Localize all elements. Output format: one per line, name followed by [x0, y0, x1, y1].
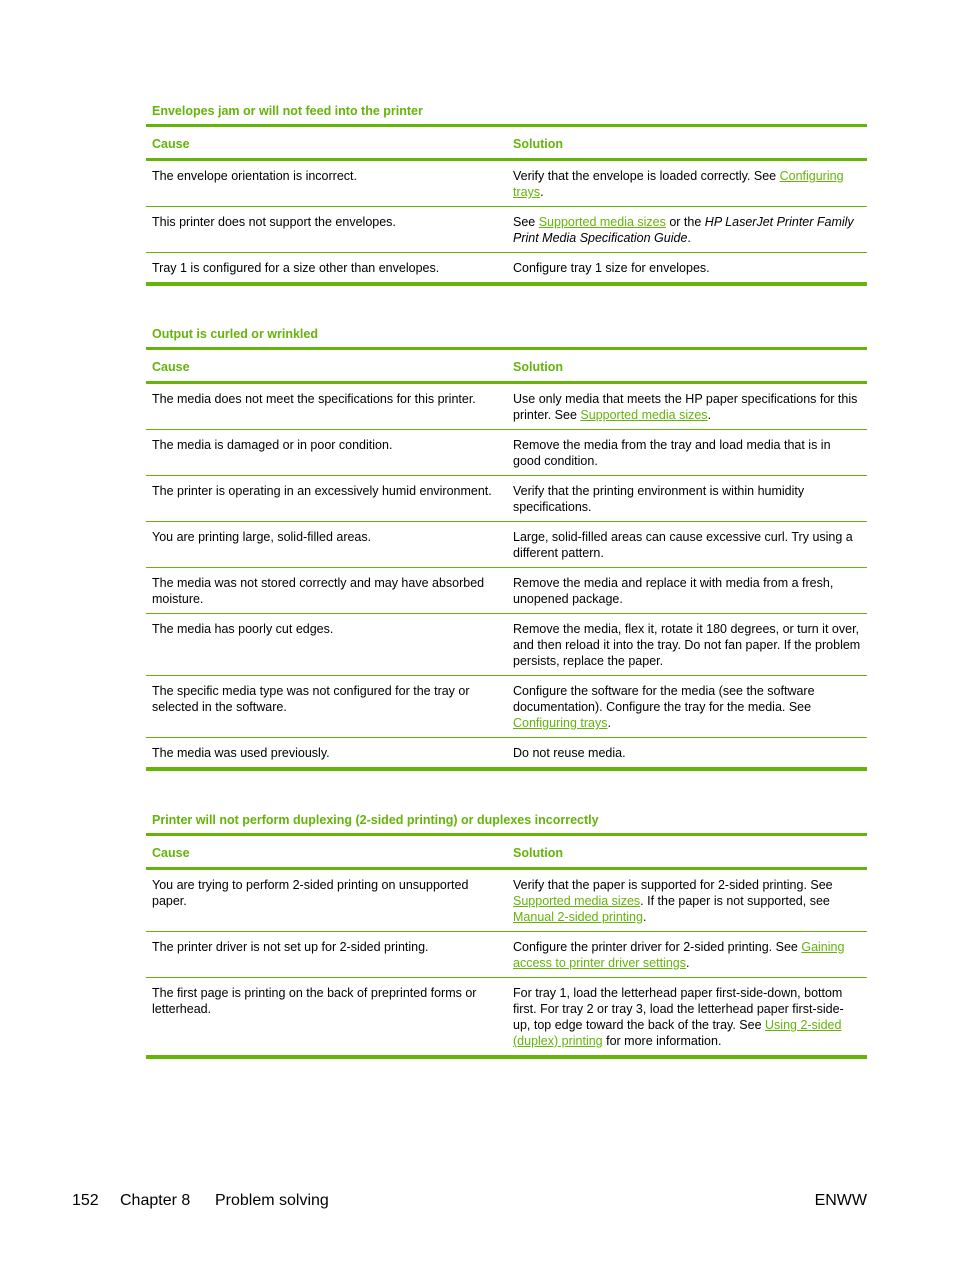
solution-text: .: [607, 716, 611, 730]
cross-reference-link[interactable]: Configuring trays: [513, 169, 844, 199]
solution-text: For tray 1, load the letterhead paper first-side-down, bottom first. For tray 2 or tray 3, load the letterhead paper first-side-up, top edge toward the back of the tray. See: [513, 986, 844, 1032]
solution-text: or the: [665, 215, 705, 229]
cause-cell: Tray 1 is configured for a size other than envelopes.: [146, 253, 507, 285]
section-title: Output is curled or wrinkled: [152, 327, 318, 341]
section-envelopes: [146, 102, 867, 286]
cause-header: Cause: [146, 349, 507, 383]
table-row: [146, 978, 867, 1058]
solution-text: Verify that the envelope is loaded correctly. See: [513, 169, 780, 183]
cross-reference-link[interactable]: Gaining access to printer driver settings: [513, 940, 845, 970]
table-row: [146, 207, 867, 253]
section-title: Printer will not perform duplexing (2-sided printing) or duplexes incorrectly: [152, 813, 599, 827]
solution-cell: [507, 476, 867, 522]
table-row: [146, 430, 867, 476]
solution-cell: [507, 207, 867, 253]
solution-cell: [507, 738, 867, 770]
page-number: 152: [72, 1192, 99, 1209]
solution-cell: [507, 430, 867, 476]
cause-cell: The media was not stored correctly and may have absorbed moisture.: [146, 568, 507, 614]
solution-header: Solution: [507, 126, 867, 160]
table-row: [146, 738, 867, 770]
solution-text: Verify that the paper is supported for 2-sided printing. See: [513, 878, 833, 892]
solution-header: Solution: [507, 349, 867, 383]
section-curled-output: [146, 325, 867, 771]
solution-text: Configure tray 1 size for envelopes.: [513, 261, 710, 275]
table-row: [146, 522, 867, 568]
solution-text: .: [540, 185, 544, 199]
cause-cell: The printer is operating in an excessively humid environment.: [146, 476, 507, 522]
solution-cell: [507, 522, 867, 568]
troubleshooting-table: [146, 347, 867, 771]
cross-reference-link[interactable]: Supported media sizes: [513, 894, 641, 908]
cause-cell: The specific media type was not configured for the tray or selected in the software.: [146, 676, 507, 738]
solution-cell: [507, 676, 867, 738]
solution-cell: [507, 383, 867, 430]
cross-reference-link[interactable]: Supported media sizes: [580, 408, 708, 422]
troubleshooting-table: [146, 124, 867, 286]
cause-cell: This printer does not support the envelopes.: [146, 207, 507, 253]
solution-cell: [507, 869, 867, 932]
solution-text: Remove the media, flex it, rotate it 180 degrees, or turn it over, and then reload it into the tray. Do not fan paper. If the problem persists, replace the paper.: [513, 622, 861, 668]
solution-text: .: [707, 408, 712, 422]
solution-text: Configure the software for the media (see the software documentation). Configure the tray for the media. See: [513, 684, 815, 714]
solution-text: for more information.: [602, 1034, 722, 1048]
solution-cell: [507, 253, 867, 285]
solution-text: .: [642, 910, 647, 924]
solution-cell: [507, 932, 867, 978]
cause-cell: The printer driver is not set up for 2-sided printing.: [146, 932, 507, 978]
cross-reference-link[interactable]: Supported media sizes: [538, 215, 666, 229]
cause-cell: The envelope orientation is incorrect.: [146, 160, 507, 207]
cause-cell: The media is damaged or in poor condition.: [146, 430, 507, 476]
cross-reference-link[interactable]: Using 2-sided (duplex) printing: [513, 1018, 842, 1048]
table-row: [146, 568, 867, 614]
solution-cell: [507, 978, 867, 1058]
table-row: [146, 932, 867, 978]
section-title: Envelopes jam or will not feed into the printer: [152, 104, 423, 118]
solution-text: See: [513, 215, 539, 229]
cause-header: Cause: [146, 835, 507, 869]
solution-text: Verify that the printing environment is within humidity specifications.: [513, 484, 805, 514]
solution-text: Use only media that meets the HP paper specifications for this printer. See: [513, 392, 858, 422]
solution-text: Configure the printer driver for 2-sided printing. See: [513, 940, 802, 954]
solution-text: Large, solid-filled areas can cause excessive curl. Try using a different pattern.: [513, 530, 853, 560]
cross-reference-link[interactable]: Configuring trays: [513, 716, 608, 730]
table-row: [146, 869, 867, 932]
solution-cell: [507, 568, 867, 614]
troubleshooting-table: [146, 833, 867, 1059]
solution-text: .: [687, 231, 691, 245]
section-duplexing: [146, 811, 867, 1059]
solution-text: .: [686, 956, 690, 970]
solution-text: Remove the media and replace it with media from a fresh, unopened package.: [513, 576, 834, 606]
cause-header: Cause: [146, 126, 507, 160]
document-title: HP LaserJet Printer Family Print Media Specification Guide: [513, 215, 854, 245]
cause-cell: The media has poorly cut edges.: [146, 614, 507, 676]
solution-cell: [507, 614, 867, 676]
cause-cell: You are printing large, solid-filled areas.: [146, 522, 507, 568]
cause-cell: You are trying to perform 2-sided printing on unsupported paper.: [146, 869, 507, 932]
table-row: [146, 383, 867, 430]
locale-code: ENWW: [814, 1192, 867, 1209]
table-row: [146, 676, 867, 738]
page-footer: [72, 1192, 867, 1212]
cause-cell: The media does not meet the specifications for this printer.: [146, 383, 507, 430]
solution-text: . If the paper is not supported, see: [640, 894, 830, 908]
solution-text: Do not reuse media.: [513, 746, 626, 760]
solution-text: Remove the media from the tray and load media that is in good condition.: [513, 438, 831, 468]
cause-cell: The first page is printing on the back of preprinted forms or letterhead.: [146, 978, 507, 1058]
chapter-title: Problem solving: [215, 1192, 329, 1209]
table-row: [146, 253, 867, 285]
chapter-label: Chapter 8: [120, 1192, 191, 1209]
cause-cell: The media was used previously.: [146, 738, 507, 770]
table-row: [146, 160, 867, 207]
solution-cell: [507, 160, 867, 207]
table-row: [146, 614, 867, 676]
cross-reference-link[interactable]: Manual 2-sided printing: [513, 910, 643, 924]
solution-header: Solution: [507, 835, 867, 869]
table-row: [146, 476, 867, 522]
